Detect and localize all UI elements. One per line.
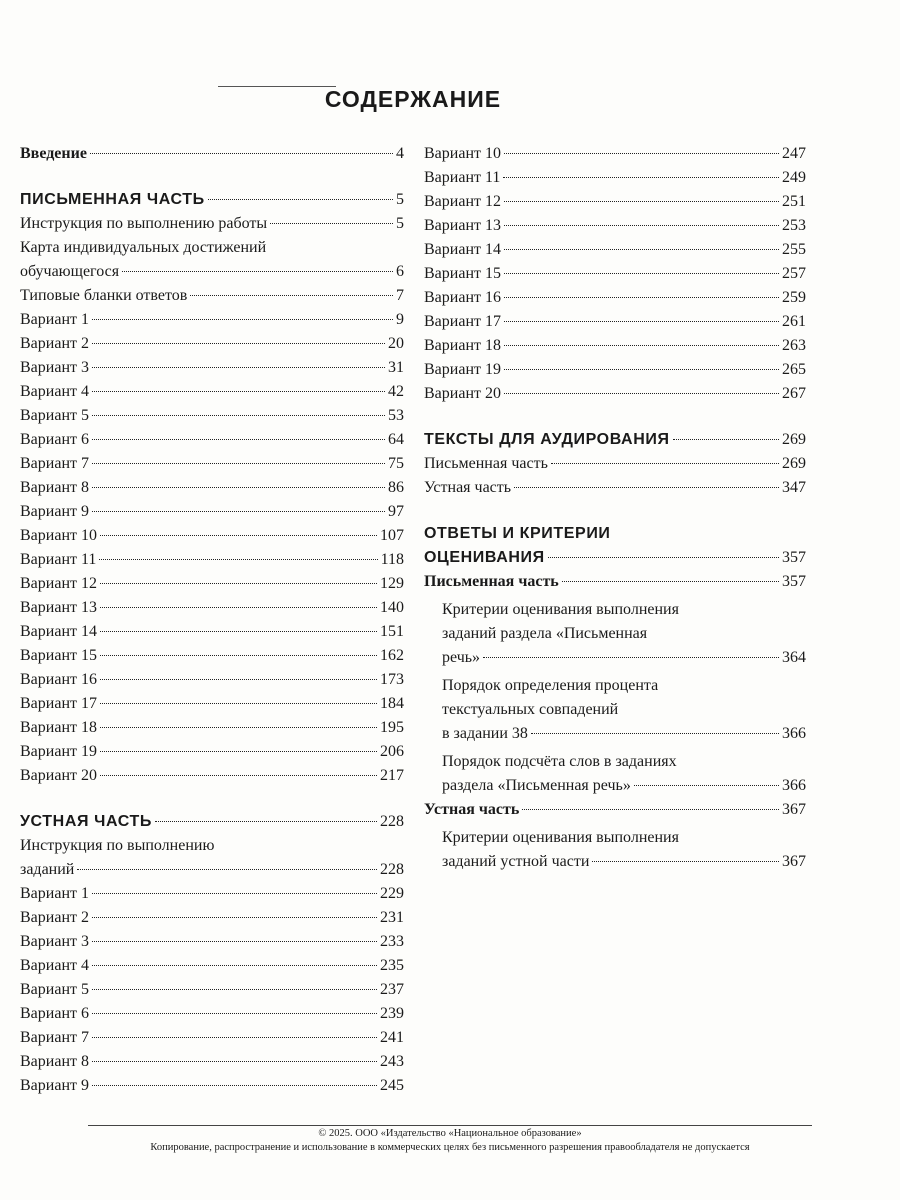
toc-entry-instructions[interactable] [20, 212, 404, 236]
dot-leader [208, 199, 393, 200]
toc-entry-variant[interactable] [20, 500, 404, 524]
toc-entry-variant[interactable] [20, 572, 404, 596]
toc-label: Вариант 17 [424, 313, 501, 330]
dot-leader [92, 989, 377, 990]
toc-label: Вариант 13 [20, 599, 97, 616]
toc-entry-percent[interactable] [424, 722, 806, 746]
dot-leader [504, 321, 779, 322]
toc-entry-oral-instr[interactable] [20, 858, 404, 882]
toc-page: 107 [380, 527, 404, 544]
toc-label: Вариант 9 [20, 1077, 89, 1094]
toc-page: 261 [782, 313, 806, 330]
dot-leader [92, 1061, 377, 1062]
toc-label: Вариант 11 [20, 551, 97, 568]
toc-label: Вариант 6 [20, 431, 89, 448]
toc-entry-variant[interactable] [424, 358, 806, 382]
dot-leader [99, 559, 377, 560]
toc-label: Вариант 8 [20, 479, 89, 496]
dot-leader [92, 319, 393, 320]
toc-section-answers[interactable] [424, 546, 806, 570]
toc-entry-variant[interactable] [20, 954, 404, 978]
toc-page: 235 [380, 957, 404, 974]
toc-page: 118 [380, 551, 404, 568]
dot-leader [504, 393, 779, 394]
toc-section-listening[interactable] [424, 428, 806, 452]
dot-leader [92, 439, 385, 440]
toc-entry-percent-line1: Порядок определения процента [442, 677, 659, 694]
toc-page: 263 [782, 337, 806, 354]
dot-leader [531, 733, 779, 734]
dot-leader [100, 535, 377, 536]
toc-entry-variant[interactable] [424, 166, 806, 190]
dot-leader [92, 893, 377, 894]
dot-leader [100, 607, 377, 608]
toc-page: 42 [388, 383, 404, 400]
toc-label: Введение [20, 145, 87, 162]
toc-page: 247 [782, 145, 806, 162]
toc-entry-variant[interactable] [20, 596, 404, 620]
dot-leader [673, 439, 779, 440]
page-title: СОДЕРЖАНИЕ [324, 86, 502, 112]
footer-notice: Копирование, распространение и использование в коммерческих целях без письменного разрешения правообладателя не допускается [150, 1142, 750, 1153]
dot-leader [92, 1085, 377, 1086]
dot-leader [100, 583, 377, 584]
footer-copyright: © 2025. ООО «Издательство «Национальное образование» [318, 1128, 582, 1139]
toc-entry-variant[interactable] [424, 142, 806, 166]
toc-entry-answers-oral[interactable] [424, 798, 806, 822]
toc-page: 265 [782, 361, 806, 378]
toc-page: 151 [380, 623, 404, 640]
toc-page: 6 [396, 263, 404, 280]
toc-entry-variant[interactable] [424, 190, 806, 214]
toc-label: Вариант 16 [424, 289, 501, 306]
toc-label: Вариант 1 [20, 885, 89, 902]
toc-left-column [20, 142, 404, 1098]
toc-entry-variant[interactable] [20, 524, 404, 548]
toc-label: заданий [20, 861, 75, 878]
oral-variants-list-left [20, 882, 404, 1098]
toc-page: 255 [782, 241, 806, 258]
toc-page: 243 [380, 1053, 404, 1070]
toc-label: Инструкция по выполнению работы [20, 215, 268, 232]
dot-leader [122, 271, 393, 272]
toc-entry-variant[interactable] [20, 764, 404, 788]
toc-page: 233 [380, 933, 404, 950]
dot-leader [92, 965, 377, 966]
toc-page: 347 [782, 479, 806, 496]
toc-entry-variant[interactable] [424, 382, 806, 406]
toc-entry-variant[interactable] [424, 286, 806, 310]
toc-page: 184 [380, 695, 404, 712]
toc-entry-oral-crit[interactable] [424, 850, 806, 874]
dot-leader [100, 727, 377, 728]
toc-label: Вариант 12 [20, 575, 97, 592]
dot-leader [92, 367, 385, 368]
toc-page: 367 [782, 801, 806, 818]
toc-entry-variant[interactable] [20, 740, 404, 764]
toc-entry-variant[interactable] [20, 404, 404, 428]
toc-page: 253 [782, 217, 806, 234]
toc-page: 97 [388, 503, 404, 520]
toc-entry-variant[interactable] [20, 668, 404, 692]
toc-label: Вариант 18 [20, 719, 97, 736]
dot-leader [504, 225, 779, 226]
toc-page: 5 [396, 191, 404, 208]
dot-leader [504, 153, 779, 154]
toc-entry-variant[interactable] [424, 238, 806, 262]
toc-page: 366 [782, 777, 806, 794]
toc-label: Вариант 19 [20, 743, 97, 760]
toc-entry-variant[interactable] [20, 620, 404, 644]
toc-entry-variant[interactable] [20, 308, 404, 332]
dot-leader [592, 861, 779, 862]
dot-leader [92, 511, 385, 512]
toc-label: Устная часть [424, 479, 512, 496]
dot-leader [504, 273, 779, 274]
toc-label: Вариант 8 [20, 1053, 89, 1070]
toc-label: Вариант 10 [424, 145, 501, 162]
toc-page: 366 [782, 725, 806, 742]
dot-leader [503, 177, 779, 178]
toc-label: Вариант 3 [20, 933, 89, 950]
toc-entry-forms[interactable] [20, 284, 404, 308]
toc-entry-intro[interactable] [20, 142, 404, 166]
toc-label: Вариант 4 [20, 383, 89, 400]
toc-entry-answers-written[interactable] [424, 570, 806, 594]
toc-entry-crit[interactable] [424, 646, 806, 670]
toc-page: 206 [380, 743, 404, 760]
toc-entry-count[interactable] [424, 774, 806, 798]
dot-leader [100, 655, 377, 656]
toc-right-column [424, 142, 806, 874]
toc-entry-count-line1: Порядок подсчёта слов в заданиях [442, 753, 677, 770]
toc-page: 239 [380, 1005, 404, 1022]
toc-label: в задании 38 [442, 725, 528, 742]
dot-leader [562, 581, 779, 582]
toc-page: 357 [782, 573, 806, 590]
toc-entry-variant[interactable] [20, 1002, 404, 1026]
dot-leader [504, 369, 779, 370]
toc-label: Вариант 2 [20, 335, 89, 352]
toc-page: 5 [396, 215, 404, 232]
toc-entry-variant[interactable] [424, 334, 806, 358]
toc-entry-oral-crit-line1: Критерии оценивания выполнения [442, 829, 679, 846]
toc-label: Вариант 7 [20, 1029, 89, 1046]
toc-label: Вариант 3 [20, 359, 89, 376]
toc-page: 245 [380, 1077, 404, 1094]
dot-leader [90, 153, 393, 154]
toc-page: 269 [782, 455, 806, 472]
toc-label: ТЕКСТЫ ДЛЯ АУДИРОВАНИЯ [424, 431, 670, 448]
dot-leader [92, 917, 377, 918]
toc-page: 53 [388, 407, 404, 424]
dot-leader [551, 463, 779, 464]
toc-page: 364 [782, 649, 806, 666]
toc-entry-crit-line2: заданий раздела «Письменная [442, 625, 648, 642]
toc-label: Вариант 10 [20, 527, 97, 544]
dot-leader [92, 1013, 377, 1014]
toc-entry-variant[interactable] [20, 476, 404, 500]
toc-page: 4 [396, 145, 404, 162]
toc-entry-variant[interactable] [20, 332, 404, 356]
toc-page: 231 [380, 909, 404, 926]
toc-label: Вариант 17 [20, 695, 97, 712]
toc-label: Вариант 6 [20, 1005, 89, 1022]
toc-page: 129 [380, 575, 404, 592]
dot-leader [634, 785, 779, 786]
dot-leader [504, 345, 779, 346]
toc-page: 357 [782, 549, 806, 566]
toc-label: Письменная часть [424, 455, 548, 472]
toc-entry-variant[interactable] [424, 214, 806, 238]
oral-variants-list-right [424, 142, 806, 406]
toc-page: 228 [380, 813, 404, 830]
toc-label: Вариант 1 [20, 311, 89, 328]
toc-entry-variant[interactable] [20, 1074, 404, 1098]
toc-page: 31 [388, 359, 404, 376]
toc-page: 237 [380, 981, 404, 998]
toc-page: 228 [380, 861, 404, 878]
dot-leader [522, 809, 779, 810]
toc-entry-oral-instr-line1: Инструкция по выполнению [20, 837, 215, 854]
dot-leader [92, 1037, 377, 1038]
toc-page: 229 [380, 885, 404, 902]
toc-label: раздела «Письменная речь» [442, 777, 631, 794]
toc-label: Вариант 20 [20, 767, 97, 784]
toc-section-oral[interactable] [20, 810, 404, 834]
toc-label: Устная часть [424, 801, 520, 818]
toc-entry-variant[interactable] [20, 1026, 404, 1050]
toc-entry-variant[interactable] [20, 978, 404, 1002]
toc-label: Вариант 2 [20, 909, 89, 926]
dot-leader [92, 487, 385, 488]
toc-page: 162 [380, 647, 404, 664]
toc-label: Вариант 11 [424, 169, 501, 186]
toc-page: 251 [782, 193, 806, 210]
toc-entry-variant[interactable] [20, 716, 404, 740]
toc-page: 367 [782, 853, 806, 870]
dot-leader [100, 751, 377, 752]
dot-leader [504, 249, 779, 250]
dot-leader [190, 295, 393, 296]
footer-rule [88, 1125, 812, 1126]
toc-page: 267 [782, 385, 806, 402]
toc-page: 20 [388, 335, 404, 352]
toc-label: Вариант 19 [424, 361, 501, 378]
toc-entry-percent-line2: текстуальных совпадений [442, 701, 619, 718]
toc-page: 75 [388, 455, 404, 472]
dot-leader [270, 223, 393, 224]
toc-section-written[interactable] [20, 188, 404, 212]
dot-leader [100, 631, 377, 632]
toc-entry-card-line1: Карта индивидуальных достижений [20, 239, 267, 256]
toc-label: Вариант 18 [424, 337, 501, 354]
toc-label: Вариант 14 [20, 623, 97, 640]
toc-label: Вариант 12 [424, 193, 501, 210]
toc-page: 249 [782, 169, 806, 186]
toc-entry-variant[interactable] [20, 380, 404, 404]
toc-entry-variant[interactable] [20, 906, 404, 930]
toc-label: ПИСЬМЕННАЯ ЧАСТЬ [20, 191, 205, 208]
toc-section-answers-line1: ОТВЕТЫ И КРИТЕРИИ [424, 525, 611, 542]
toc-entry-variant[interactable] [20, 356, 404, 380]
dot-leader [100, 679, 377, 680]
dot-leader [92, 463, 385, 464]
toc-label: Вариант 14 [424, 241, 501, 258]
toc-page: 140 [380, 599, 404, 616]
dot-leader [483, 657, 779, 658]
toc-page: 9 [396, 311, 404, 328]
toc-label: Вариант 15 [424, 265, 501, 282]
toc-entry-variant[interactable] [424, 310, 806, 334]
dot-leader [504, 297, 779, 298]
toc-entry-variant[interactable] [424, 262, 806, 286]
toc-entry-variant[interactable] [20, 548, 404, 572]
toc-label: Вариант 13 [424, 217, 501, 234]
toc-page: 86 [388, 479, 404, 496]
written-variants-list [20, 308, 404, 788]
dot-leader [92, 415, 385, 416]
toc-label: заданий устной части [442, 853, 590, 870]
toc-entry-variant[interactable] [20, 428, 404, 452]
toc-entry-crit-line1: Критерии оценивания выполнения [442, 601, 679, 618]
toc-entry-variant[interactable] [20, 452, 404, 476]
toc-page: 259 [782, 289, 806, 306]
toc-label: Вариант 5 [20, 981, 89, 998]
toc-page: 217 [380, 767, 404, 784]
dot-leader [100, 703, 377, 704]
dot-leader [155, 821, 377, 822]
toc-entry-card[interactable] [20, 260, 404, 284]
toc-entry-variant[interactable] [20, 930, 404, 954]
toc-entry-variant[interactable] [20, 692, 404, 716]
dot-leader [514, 487, 779, 488]
toc-label: Вариант 4 [20, 957, 89, 974]
toc-label: ОЦЕНИВАНИЯ [424, 549, 545, 566]
dot-leader [100, 775, 377, 776]
dot-leader [92, 343, 385, 344]
toc-label: Вариант 9 [20, 503, 89, 520]
toc-entry-variant[interactable] [20, 882, 404, 906]
toc-page: 269 [782, 431, 806, 448]
toc-label: речь» [442, 649, 481, 666]
dot-leader [92, 941, 377, 942]
toc-page: 241 [380, 1029, 404, 1046]
dot-leader [548, 557, 779, 558]
toc-entry-variant[interactable] [20, 1050, 404, 1074]
toc-label: Вариант 16 [20, 671, 97, 688]
toc-page: 64 [388, 431, 404, 448]
toc-label: Вариант 15 [20, 647, 97, 664]
toc-entry-listening-written[interactable] [424, 452, 806, 476]
dot-leader [504, 201, 779, 202]
toc-label: Вариант 7 [20, 455, 89, 472]
toc-label: Типовые бланки ответов [20, 287, 188, 304]
toc-label: Вариант 20 [424, 385, 501, 402]
toc-page: 195 [380, 719, 404, 736]
toc-page: 257 [782, 265, 806, 282]
toc-label: Письменная часть [424, 573, 559, 590]
toc-label: УСТНАЯ ЧАСТЬ [20, 813, 152, 830]
toc-label: Вариант 5 [20, 407, 89, 424]
toc-label: обучающегося [20, 263, 120, 280]
dot-leader [77, 869, 377, 870]
toc-entry-listening-oral[interactable] [424, 476, 806, 500]
dot-leader [92, 391, 385, 392]
toc-entry-variant[interactable] [20, 644, 404, 668]
toc-page: 7 [396, 287, 404, 304]
toc-page: 173 [380, 671, 404, 688]
